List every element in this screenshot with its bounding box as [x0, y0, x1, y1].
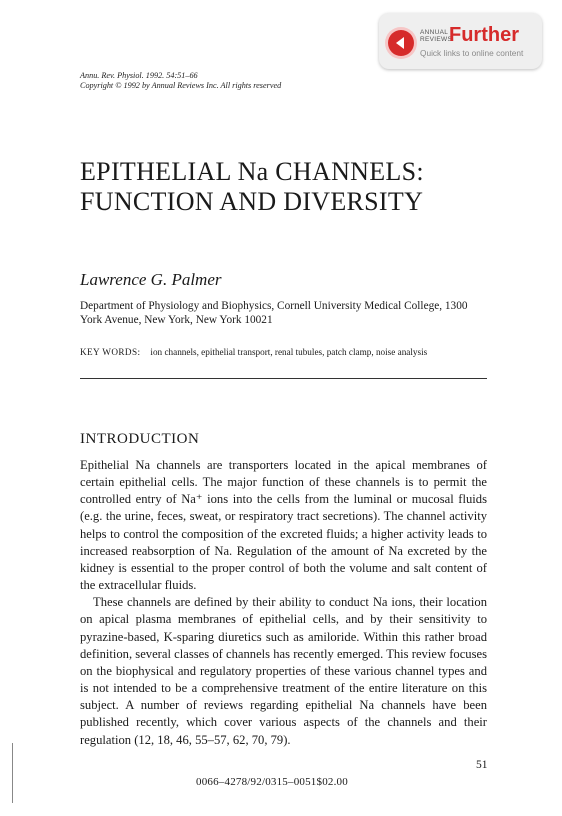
keywords-label: KEY WORDS: [80, 347, 141, 357]
section-heading-introduction: INTRODUCTION [80, 431, 200, 447]
margin-line [12, 743, 13, 803]
badge-reviews-text: REVIEWS [420, 36, 453, 43]
divider-rule [80, 378, 487, 379]
keywords [80, 347, 427, 357]
arrow-icon [388, 30, 414, 56]
keywords-text: ion channels, epithelial transport, renal tubules, patch clamp, noise analysis [150, 347, 428, 357]
affiliation-line-2: York Avenue, New York, New York 10021 [80, 314, 273, 326]
badge-subtitle: Quick links to online content [420, 48, 524, 58]
author-name: Lawrence G. Palmer [80, 270, 222, 289]
badge-annual-text: ANNUAL [420, 29, 449, 36]
title-line-1: EPITHELIAL Na CHANNELS: [80, 157, 424, 186]
paragraph-2: These channels are defined by their ability to conduct Na ions, their location on apical plasma membranes of epithelial cells, and by their sensitivity to pyrazine-based, K-sparing diuretics such as amiloride. Within this rather broad definition, several classes of channels has recently emerged. This review focuses on the biophysical and regulatory properties of these various channel types and is not intended to be a comprehensive treatment of the entire literature on this subject. A number of reviews regarding epithelial Na channels have been published recently, which cover various aspects of the channels and their regulation (12, 18, 46, 55–57, 62, 70, 79). [80, 595, 487, 747]
citation-line-1: Annu. Rev. Physiol. 1992. 54:51–66 [80, 71, 198, 80]
affiliation-line-1: Department of Physiology and Biophysics, Cornell University Medical College, 1300 [80, 300, 468, 312]
issn-code: 0066–4278/92/0315–0051$02.00 [196, 776, 348, 788]
page-number: 51 [476, 759, 488, 771]
badge-annual-reviews [420, 29, 453, 43]
badge-further-text: Further [449, 24, 519, 46]
article-title [80, 157, 424, 217]
annual-reviews-further-badge[interactable] [379, 13, 542, 69]
title-line-2: FUNCTION AND DIVERSITY [80, 187, 424, 216]
introduction-body [80, 457, 487, 749]
citation-line-2: Copyright © 1992 by Annual Reviews Inc. All rights reserved [80, 81, 282, 90]
paragraph-1: Epithelial Na channels are transporters located in the apical membranes of certain epithelial cells. The major function of these channels is to permit the controlled entry of Na⁺ ions into the cells from the luminal or mucosal fluids (e.g. the urine, feces, sweat, or respiratory tract secretions). The channel activity helps to control the composition of the excreted fluids; a higher activity leads to increased reabsorption of Na. Regulation of the amount of Na excreted by the kidney is essential to the proper control of both the volume and salt content of the extracellular fluids. [80, 458, 487, 593]
